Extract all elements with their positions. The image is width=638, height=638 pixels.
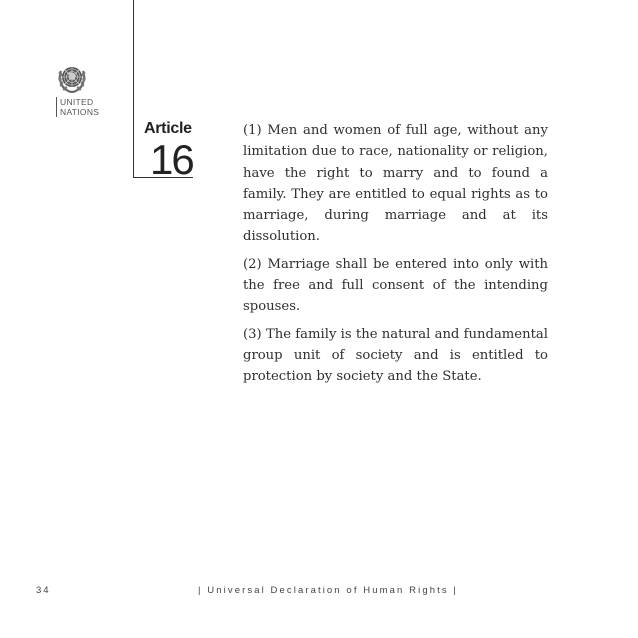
- org-line-2: NATIONS: [60, 107, 100, 117]
- vertical-rule: [133, 0, 134, 178]
- paragraph-3: (3) The family is the natural and fundamental group unit of society and is entitled to protection by society and the State.: [243, 326, 548, 385]
- un-emblem-icon: [55, 63, 89, 93]
- paragraph-1: (1) Men and women of full age, without any limitation due to race, nationality or religion, have the right to marry and to found a family. They are entitled to equal rights as to marriage, during marriage and at its dissolution.: [243, 123, 548, 245]
- page-number: 34: [36, 585, 51, 596]
- footer-title: | Universal Declaration of Human Rights |: [198, 585, 458, 596]
- un-wordmark: [56, 97, 99, 117]
- article-number: 16: [150, 136, 193, 183]
- org-line-1: UNITED: [60, 97, 94, 107]
- article-body: [243, 120, 548, 394]
- article-label: Article: [144, 120, 192, 137]
- paragraph-2: (2) Marriage shall be entered into only with the free and full consent of the intending spouses.: [243, 256, 548, 315]
